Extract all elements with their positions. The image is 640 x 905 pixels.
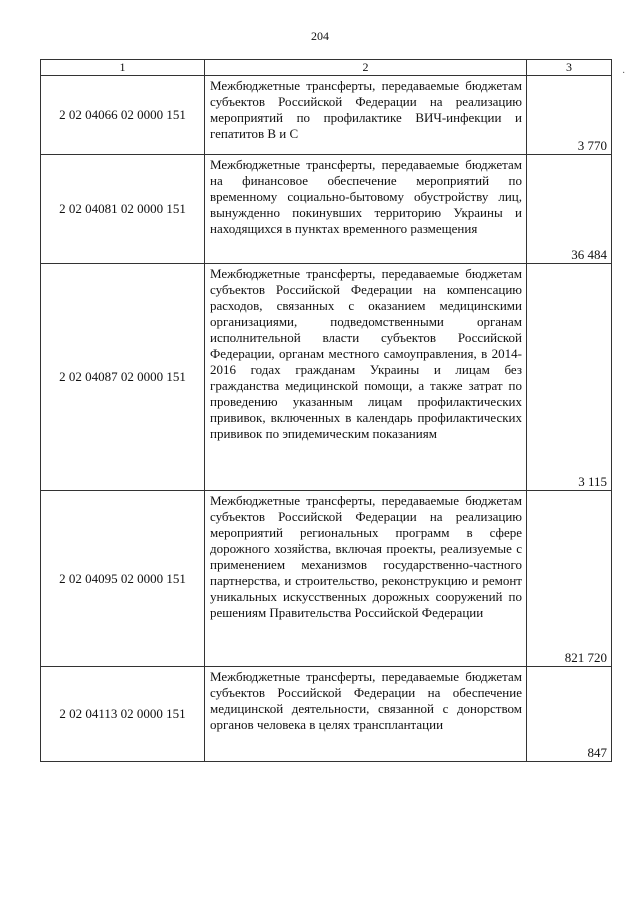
table-row: [41, 155, 612, 264]
margin-mark: ·: [622, 68, 626, 79]
budget-code-cell: 2 02 04095 02 0000 151: [41, 491, 205, 667]
page-number: 204: [311, 29, 329, 43]
amount-cell: 847: [527, 667, 612, 762]
budget-code-cell: 2 02 04081 02 0000 151: [41, 155, 205, 264]
description-cell: Межбюджетные трансферты, передаваемые бюджетам субъектов Российской Федерации на реализацию мероприятий региональных программ в сфере дорожного хозяйства, включая проекты, реализуемые с применением механизмов государственно-частного партнерства, и строительство, реконструкцию и ремонт уникальных искусственных дорожных сооружений по решениям Правительства Российской Федерации: [205, 491, 527, 667]
column-header-code: 1: [41, 60, 205, 76]
table-row: [41, 76, 612, 155]
column-header-amount: 3: [527, 60, 612, 76]
budget-transfers-table: [40, 59, 612, 762]
table-row: [41, 491, 612, 667]
amount-cell: 3 115: [527, 264, 612, 491]
amount-cell: 821 720: [527, 491, 612, 667]
amount-cell: 3 770: [527, 76, 612, 155]
description-cell: Межбюджетные трансферты, передаваемые бюджетам субъектов Российской Федерации на компенсацию расходов, связанных с оказанием медицинскими организациями, подведомственными органам исполнительной власти субъектов Российской Федерации, органам местного самоуправления, в 2014-2016 годах гражданам Украины и лицам без гражданства медицинской помощи, а также затрат по проведению указанным лицам профилактических прививок, включенных в календарь профилактических прививок по эпидемическим показаниям: [205, 264, 527, 491]
budget-code-cell: 2 02 04087 02 0000 151: [41, 264, 205, 491]
table-row: [41, 264, 612, 491]
table-row: [41, 667, 612, 762]
budget-code-cell: 2 02 04066 02 0000 151: [41, 76, 205, 155]
column-header-description: 2: [205, 60, 527, 76]
description-cell: Межбюджетные трансферты, передаваемые бюджетам субъектов Российской Федерации на обеспечение медицинской деятельности, связанной с донорством органов человека в целях трансплантации: [205, 667, 527, 762]
table-header-row: [41, 60, 612, 76]
budget-code-cell: 2 02 04113 02 0000 151: [41, 667, 205, 762]
amount-cell: 36 484: [527, 155, 612, 264]
description-cell: Межбюджетные трансферты, передаваемые бюджетам на финансовое обеспечение мероприятий по временному социально-бытовому обустройству лиц, вынужденно покинувших территорию Украины и находящихся в пунктах временного размещения: [205, 155, 527, 264]
description-cell: Межбюджетные трансферты, передаваемые бюджетам субъектов Российской Федерации на реализацию мероприятий по профилактике ВИЧ-инфекции и гепатитов В и С: [205, 76, 527, 155]
